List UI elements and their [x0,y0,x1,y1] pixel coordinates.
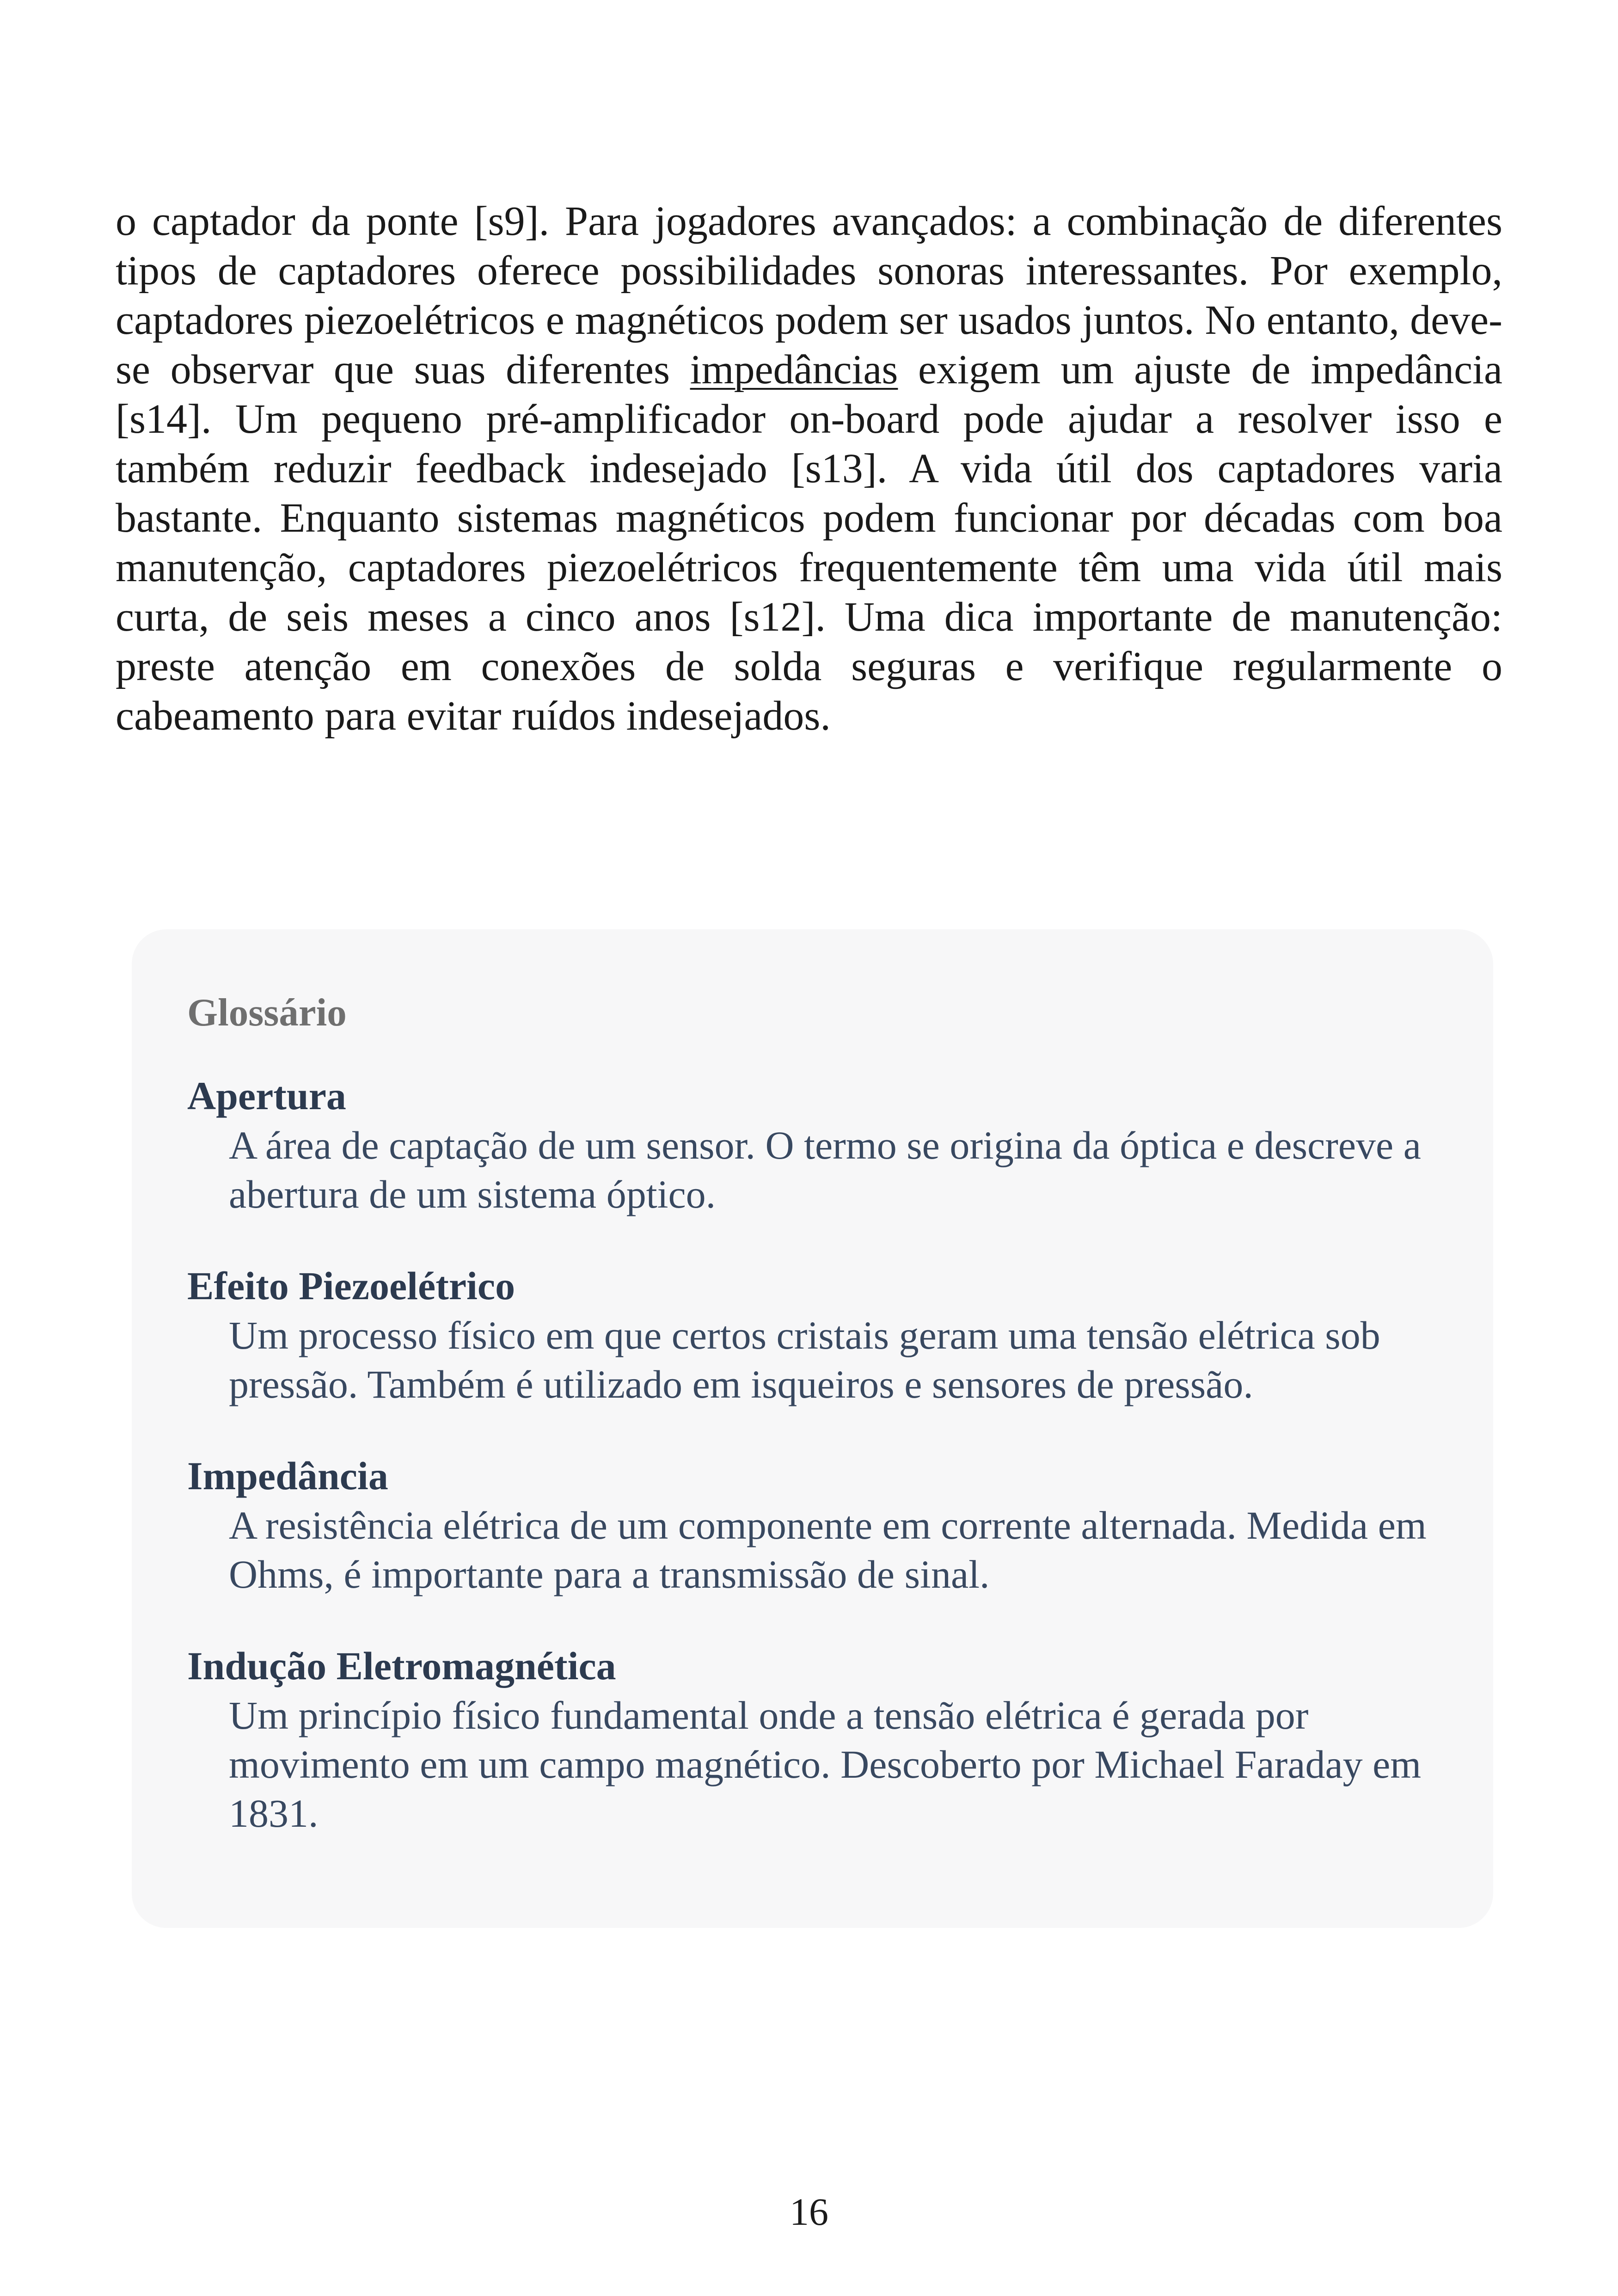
body-paragraph [116,196,1502,741]
glossary-entry-efeito-piezoeletrico [187,1262,1440,1409]
glossary-definition: Um princípio físico fundamental onde a tensão elétrica é gerada por movimento em um campo magnético. Descoberto por Michael Faraday em 1831. [229,1693,1422,1836]
glossary-link-impedancias[interactable]: impedâncias [690,347,898,393]
glossary-definition: A resistência elétrica de um componente em corrente alternada. Medida em Ohms, é importante para a transmissão de sinal. [229,1503,1427,1596]
glossary-term: Indução Eletromagnética [187,1644,616,1688]
glossary-entry-inducao-eletromagnetica [187,1642,1440,1838]
glossary-term: Apertura [187,1074,346,1118]
glossary-title: Glossário [187,991,347,1034]
glossary-definition: A área de captação de um sensor. O termo se origina da óptica e descreve a abertura de um sistema óptico. [229,1123,1421,1216]
glossary-term: Efeito Piezoelétrico [187,1264,515,1308]
glossary-box [132,929,1493,1928]
body-text-before: o captador da ponte [s9]. Para jogadores avançados: a combinação de diferentes tipos de captadores oferece possibilidades sonoras interessantes. Por exemplo, captadores piezoelétricos e magnéticos podem ser usados juntos. No entanto, deve-se observar que suas diferentes [116,198,1502,393]
body-text-after: exigem um ajuste de impedância [s14]. Um pequeno pré-amplificador on-board pode ajudar a resolver isso e também reduzir feedback indesejado [s13]. A vida útil dos captadores varia bastante. Enquanto sistemas magnéticos podem funcionar por décadas com boa manutenção, captadores piezoelétricos frequentemente têm uma vida útil mais curta, de seis meses a cinco anos [s12]. Uma dica importante de manutenção: preste atenção em conexões de solda seguras e verifique regularmente o cabeamento para evitar ruídos indesejados. [116,347,1502,739]
glossary-entry-impedancia [187,1452,1440,1599]
glossary-definition: Um processo físico em que certos cristais geram uma tensão elétrica sob pressão. Também é utilizado em isqueiros e sensores de pressão. [229,1313,1380,1406]
glossary-entry-apertura [187,1072,1440,1219]
glossary-term: Impedância [187,1454,388,1498]
page-number: 16 [790,2191,828,2234]
